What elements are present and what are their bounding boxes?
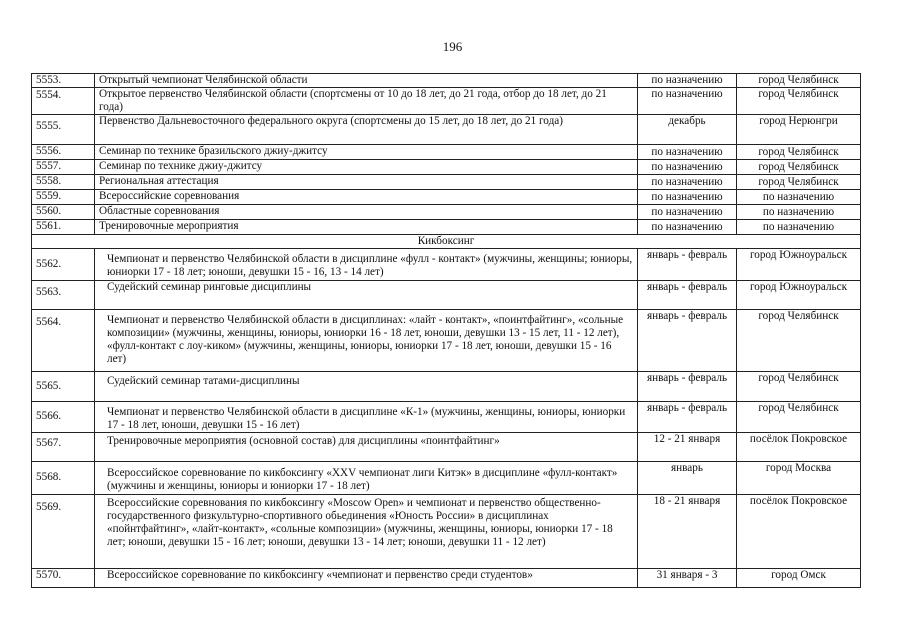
event-place: по назначению bbox=[737, 205, 861, 220]
event-name: Судейский семинар ринговые дисциплины bbox=[95, 281, 638, 310]
event-date: по назначению bbox=[638, 145, 737, 160]
row-number: 5553. bbox=[32, 74, 95, 88]
event-name: Семинар по технике бразильского джиу-джитсу bbox=[95, 145, 638, 160]
row-number: 5570. bbox=[32, 569, 95, 588]
event-name: Всероссийское соревнование по кикбоксингу «чемпионат и первенство среди студентов» bbox=[95, 569, 638, 588]
table-row bbox=[32, 281, 861, 310]
row-number: 5557. bbox=[32, 160, 95, 175]
event-name: Чемпионат и первенство Челябинской области в дисциплине «фулл - контакт» (мужчины, женщины; юниоры, юниорки 17 - 18 лет; юноши, девушки 15 - 16, 13 - 14 лет) bbox=[95, 249, 638, 281]
event-name: Первенство Дальневосточного федерального округа (спортсмены до 15 лет, до 18 лет, до 21 года) bbox=[95, 115, 638, 145]
section-row bbox=[32, 235, 861, 249]
event-date: январь bbox=[638, 462, 737, 495]
table-row bbox=[32, 462, 861, 495]
event-date: по назначению bbox=[638, 88, 737, 115]
event-place: город Челябинск bbox=[737, 160, 861, 175]
events-table bbox=[31, 73, 861, 588]
page-number: 196 bbox=[442, 39, 463, 54]
event-name: Семинар по технике джиу-джитсу bbox=[95, 160, 638, 175]
event-place: город Омск bbox=[737, 569, 861, 588]
row-number: 5558. bbox=[32, 175, 95, 190]
event-name: Открытый чемпионат Челябинской области bbox=[95, 74, 638, 88]
event-place: город Челябинск bbox=[737, 74, 861, 88]
table-row bbox=[32, 175, 861, 190]
event-place: город Южноуральск bbox=[737, 249, 861, 281]
table-row bbox=[32, 402, 861, 433]
event-date: январь - февраль bbox=[638, 281, 737, 310]
table-row bbox=[32, 145, 861, 160]
event-name: Чемпионат и первенство Челябинской области в дисциплине «К-1» (мужчины, женщины, юниоры, юниорки 17 - 18 лет, юноши, девушки 15 - 16 лет) bbox=[95, 402, 638, 433]
event-name: Всероссийское соревнование по кикбоксингу «XXV чемпионат лиги Китэк» в дисциплине «фулл-контакт» (мужчины и женщины, юниоры и юниорки 17 - 18 лет) bbox=[95, 462, 638, 495]
row-number: 5568. bbox=[32, 462, 95, 495]
table-row bbox=[32, 249, 861, 281]
row-number: 5561. bbox=[32, 220, 95, 235]
table-row bbox=[32, 310, 861, 372]
event-place: город Челябинск bbox=[737, 402, 861, 433]
section-title: Кикбоксинг bbox=[32, 235, 861, 249]
event-date: январь - февраль bbox=[638, 372, 737, 402]
row-number: 5565. bbox=[32, 372, 95, 402]
table-row bbox=[32, 372, 861, 402]
row-number: 5562. bbox=[32, 249, 95, 281]
event-date: по назначению bbox=[638, 74, 737, 88]
row-number: 5567. bbox=[32, 433, 95, 462]
row-number: 5560. bbox=[32, 205, 95, 220]
event-name: Областные соревнования bbox=[95, 205, 638, 220]
event-date: декабрь bbox=[638, 115, 737, 145]
event-name: Всероссийские соревнования bbox=[95, 190, 638, 205]
event-place: город Челябинск bbox=[737, 310, 861, 372]
event-place: город Челябинск bbox=[737, 175, 861, 190]
event-date: 18 - 21 января bbox=[638, 495, 737, 569]
event-place: посёлок Покровское bbox=[737, 433, 861, 462]
table-row bbox=[32, 205, 861, 220]
event-date: январь - февраль bbox=[638, 402, 737, 433]
table-row bbox=[32, 433, 861, 462]
table-row bbox=[32, 88, 861, 115]
table-row bbox=[32, 74, 861, 88]
event-date: январь - февраль bbox=[638, 249, 737, 281]
event-place: город Москва bbox=[737, 462, 861, 495]
event-name: Тренировочные мероприятия bbox=[95, 220, 638, 235]
event-name: Региональная аттестация bbox=[95, 175, 638, 190]
event-place: город Челябинск bbox=[737, 372, 861, 402]
table-row bbox=[32, 220, 861, 235]
row-number: 5554. bbox=[32, 88, 95, 115]
event-name: Судейский семинар татами-дисциплины bbox=[95, 372, 638, 402]
event-place: по назначению bbox=[737, 220, 861, 235]
row-number: 5569. bbox=[32, 495, 95, 569]
row-number: 5559. bbox=[32, 190, 95, 205]
table-row bbox=[32, 190, 861, 205]
event-date: по назначению bbox=[638, 220, 737, 235]
event-name: Открытое первенство Челябинской области (спортсмены от 10 до 18 лет, до 21 года, отбор до 18 лет, до 21 года) bbox=[95, 88, 638, 115]
row-number: 5566. bbox=[32, 402, 95, 433]
event-place: город Нерюнгри bbox=[737, 115, 861, 145]
table-row bbox=[32, 495, 861, 569]
row-number: 5564. bbox=[32, 310, 95, 372]
event-date: по назначению bbox=[638, 175, 737, 190]
event-place: город Челябинск bbox=[737, 88, 861, 115]
event-date: по назначению bbox=[638, 190, 737, 205]
event-name: Тренировочные мероприятия (основной состав) для дисциплины «поинтфайтинг» bbox=[95, 433, 638, 462]
event-date: по назначению bbox=[638, 160, 737, 175]
event-place: город Южноуральск bbox=[737, 281, 861, 310]
event-place: по назначению bbox=[737, 190, 861, 205]
table-row bbox=[32, 160, 861, 175]
table-row bbox=[32, 115, 861, 145]
row-number: 5555. bbox=[32, 115, 95, 145]
event-date: 12 - 21 января bbox=[638, 433, 737, 462]
event-name: Всероссийские соревнования по кикбоксингу «Moscow Open» и чемпионат и первенство общественно-государственного физкультурно-спортивного обьединения «Юность России» в дисциплинах «пойнтфайтинг», «лайт-контакт», «сольные композиции» (мужчины, женщины, юниоры, юниорки 17 - 18 лет; юноши, девушки 15 - 16 лет; юноши, девушки 13 - 14 лет; юноши, девушки 11 - 12 лет) bbox=[95, 495, 638, 569]
row-number: 5563. bbox=[32, 281, 95, 310]
event-name: Чемпионат и первенство Челябинской области в дисциплинах: «лайт - контакт», «поинтфайтинг», «сольные композиции» (мужчины, женщины, юниоры, юниорки 16 - 18 лет, юноши, девушки 13 - 15 лет, 11 - 12 лет), «фулл-контакт с лоу-киком» (мужчины, женщины, юниоры, юниорки 17 - 18 лет, юноши, девушки 15 - 16 лет) bbox=[95, 310, 638, 372]
event-date: январь - февраль bbox=[638, 310, 737, 372]
event-date: 31 января - 3 bbox=[638, 569, 737, 588]
row-number: 5556. bbox=[32, 145, 95, 160]
event-place: посёлок Покровское bbox=[737, 495, 861, 569]
event-date: по назначению bbox=[638, 205, 737, 220]
table-row bbox=[32, 569, 861, 588]
event-place: город Челябинск bbox=[737, 145, 861, 160]
